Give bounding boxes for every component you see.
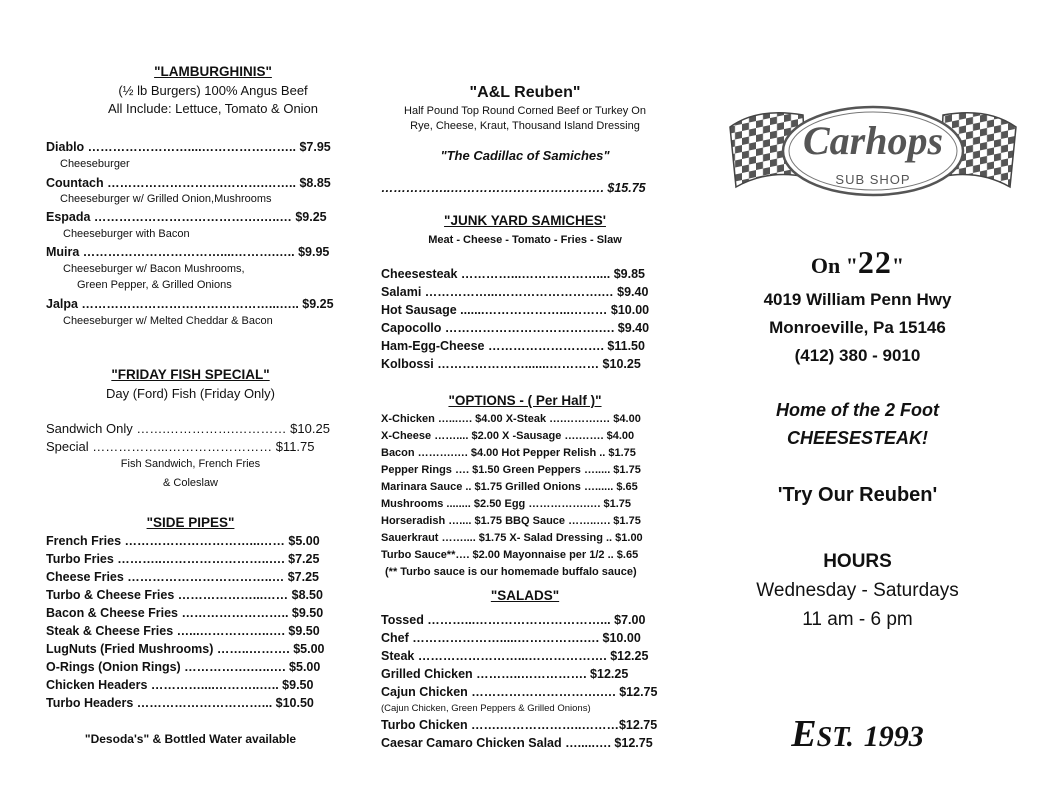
fish-special-subtitle: Day (Ford) Fish (Friday Only) [105, 386, 276, 401]
logo-name: Carhops [802, 118, 944, 163]
side-pipes-title: "SIDE PIPES" [146, 515, 235, 530]
try-reuben: 'Try Our Reuben' [777, 484, 938, 506]
menu-item: Grilled Chicken ………..……………. $12.25 [381, 667, 629, 681]
phone-number: (412) 380 - 9010 [794, 346, 921, 365]
reuben-title: "A&L Reuben" [469, 84, 581, 101]
menu-item: Cheese Fries ……………………………..… $7.25 [46, 570, 319, 584]
menu-item: Sandwich Only …….…………….………… $10.25 [46, 421, 330, 436]
option-row: Sauerkraut …….... $1.75 X- Salad Dressing .. $1.00 [381, 532, 643, 544]
route-22 [720, 244, 995, 281]
address-city: Monroeville, Pa 15146 [769, 318, 946, 337]
junk-yard-title: "JUNK YARD SAMICHES' [444, 213, 606, 228]
menu-item-desc: & Coleslaw [162, 477, 219, 489]
option-row: Horseradish ….... $1.75 BBQ Sauce ……..…. $1.75 [381, 515, 641, 527]
reuben-price: ……………..………………………………. $15.75 [381, 181, 646, 195]
cheesesteak-tagline: CHEESESTEAK! [786, 428, 929, 448]
option-row: X-Chicken …...…. $4.00 X-Steak ….……….… $4.00 [381, 413, 641, 425]
route-prefix: On " [810, 253, 858, 278]
menu-item: Steak ……………………...………………. $12.25 [381, 649, 649, 663]
menu-item: Tossed ………...…………………………... $7.00 [381, 613, 646, 627]
home-of-tagline: Home of the 2 Foot [776, 400, 939, 420]
salads-title: "SALADS" [490, 588, 560, 603]
menu-item: Diablo ……………………....………………….. $7.95 [46, 140, 331, 154]
menu-item: Countach ……………………….……….…….. $8.85 [46, 176, 331, 190]
menu-item: Steak & Cheese Fries …...……………..…. $9.50 [46, 624, 320, 638]
menu-item: Espada ………………………………….…..… $9.25 [46, 210, 327, 224]
menu-item: Capocollo ……………………………….…. $9.40 [381, 321, 650, 335]
address-street: 4019 William Penn Hwy [763, 290, 952, 309]
menu-item: Chef ………………….....…………….…. $10.00 [381, 631, 641, 645]
menu-item: Turbo Fries ………..……………………..…. $7.25 [46, 552, 320, 566]
menu-item: Salami ……………...…………………….… $9.40 [381, 285, 649, 299]
menu-item-desc: Cheeseburger w/ Grilled Onion,Mushrooms [60, 193, 272, 205]
menu-item: Kolbossi ………………….......………… $10.25 [381, 357, 641, 371]
junk-yard-subtitle: Meat - Cheese - Tomato - Fries - Slaw [428, 234, 622, 246]
fish-special-title: "FRIDAY FISH SPECIAL" [111, 367, 270, 382]
menu-item-desc: Cheeseburger with Bacon [63, 228, 190, 240]
menu-item-desc: (Cajun Chicken, Green Peppers & Grilled Onions) [381, 703, 591, 714]
menu-item: French Fries …………………………...…… $5.00 [46, 534, 320, 548]
menu-item: Muira ……………………………....……….….. $9.95 [46, 245, 330, 259]
logo-subtitle: SUB SHOP [835, 172, 911, 187]
hours-title: HOURS [823, 551, 892, 572]
menu-item: O-Rings (Onion Rings) …………….…..…. $5.00 [46, 660, 321, 674]
menu-item: Ham-Egg-Cheese ………………………. $11.50 [381, 339, 645, 353]
option-row: Turbo Sauce**…. $2.00 Mayonnaise per 1/2 .. $.65 [381, 549, 639, 561]
option-row: Marinara Sauce .. $1.75 Grilled Onions …...... $.65 [381, 481, 638, 493]
menu-item: Turbo & Cheese Fries ………………...…… $8.50 [46, 588, 323, 602]
lamburghinis-title: "LAMBURGHINIS" [154, 64, 272, 79]
lamburghinis-subtitle: (½ lb Burgers) 100% Angus Beef [118, 83, 308, 98]
menu-item: Chicken Headers …………....………..….. $9.50 [46, 678, 314, 692]
menu-item: Turbo Chicken …….………………..………$12.75 [381, 718, 658, 732]
menu-item-desc: Cheeseburger w/ Melted Cheddar & Bacon [63, 315, 273, 327]
option-row: Pepper Rings …. $1.50 Green Peppers …..... $1.75 [381, 464, 641, 476]
menu-item: Caesar Camaro Chicken Salad ….....…. $12.75 [381, 736, 653, 750]
hours-time: 11 am - 6 pm [802, 609, 913, 630]
cadillac-tagline: "The Cadillac of Samiches" [440, 148, 610, 163]
menu-item: Special ……………...…………………… $11.75 [46, 439, 315, 454]
menu-item-desc: Cheeseburger w/ Bacon Mushrooms, [63, 263, 245, 275]
menu-item: Bacon & Cheese Fries …………………….. $9.50 [46, 606, 324, 620]
menu-item: LugNuts (Fried Mushrooms) ……..………. $5.00 [46, 642, 325, 656]
menu-item-desc: Fish Sandwich, French Fries [120, 458, 261, 470]
drinks-note: "Desoda's" & Bottled Water available [84, 732, 297, 746]
reuben-desc: Rye, Cheese, Kraut, Thousand Island Dressing [410, 120, 640, 132]
menu-item: Jalpa ………………………………………...….. $9.25 [46, 297, 334, 311]
lamburghinis-includes: All Include: Lettuce, Tomato & Onion [107, 101, 319, 116]
menu-item: Cajun Chicken ………………………….…. $12.75 [381, 685, 658, 699]
menu-item-desc: Green Pepper, & Grilled Onions [77, 279, 232, 291]
menu-item: Hot Sausage .......………………...……… $10.00 [381, 303, 650, 317]
option-row: Bacon ……….…. $4.00 Hot Pepper Relish .. $1.75 [381, 447, 636, 459]
menu-item: Turbo Headers …………………………... $10.50 [46, 696, 314, 710]
route-suffix: " [891, 253, 905, 278]
est-initial: E [791, 713, 817, 755]
carhops-logo [728, 85, 1018, 220]
menu-item-desc: Cheeseburger [60, 158, 130, 170]
option-row: Mushrooms ........ $2.50 Egg …………….…. $1.75 [381, 498, 632, 510]
option-row: X-Cheese …….... $2.00 X -Sausage ….……. $4.00 [381, 430, 635, 442]
established [720, 712, 995, 756]
reuben-desc: Half Pound Top Round Corned Beef or Turkey On [404, 105, 646, 117]
menu-item: Cheesesteak …………...……………….... $9.85 [381, 267, 645, 281]
options-title: "OPTIONS - ( Per Half )" [448, 393, 602, 408]
hours-days: Wednesday - Saturdays [756, 580, 959, 601]
options-note: (** Turbo sauce is our homemade buffalo sauce) [385, 566, 637, 578]
est-abbrev: ST. [816, 722, 854, 753]
route-number: 22 [857, 244, 892, 280]
est-year: 1993 [863, 720, 924, 753]
